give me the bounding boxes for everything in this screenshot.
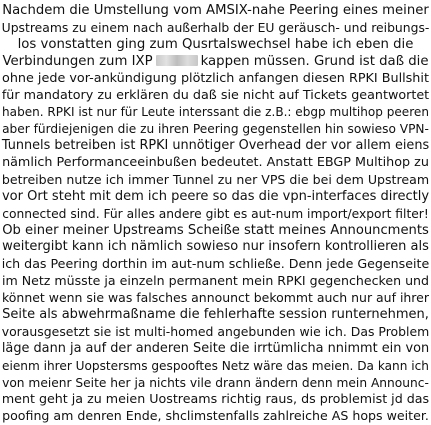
- text-line: connected sind. Für alles andere gibt es aut-num import/export filter!: [2, 206, 429, 221]
- text-line: eienm ihrer Uopstersms gespooftes Netz wäre das meien. Da kann ich: [2, 358, 429, 373]
- text-segment: kappen müssen. Grund ist daß die: [200, 53, 429, 69]
- text-line: läge dann ja auf der anderen Seite die irrtümlicha nnimmt ein von: [1, 340, 430, 356]
- text-line: Tunnels betreiben ist RPKI unnötiger Overhead der vor allem eiens: [1, 138, 430, 154]
- text-line: ohne jede vor-ankündigung plötzlich anfangen diesen RPKI Bullshit: [2, 70, 429, 86]
- text-line: für mandatory zu erklären du daß sie nicht auf Tickets geantwortet: [1, 87, 430, 103]
- text-segment: Verbindungen zum IXP: [2, 53, 153, 69]
- text-line: Seite als abwehrmaßname die fehlerhafte session runternehmen,: [2, 307, 429, 323]
- text-line: im Netz müsste ja einzeln permanent mein RPKI gegenchecken und: [1, 273, 430, 289]
- text-line: ich das Peering dorthin im aut-num schließe. Denn jede Gegenseite: [1, 256, 430, 272]
- text-line: poofing am denren Ende, shclimstenfalls zahlreiche AS hops weiter.: [2, 408, 429, 424]
- text-line: von meienr Seite her ja nichts vile drann ändern denn mein Announc-: [2, 375, 429, 390]
- text-line: Upstreams zu einem nach außerhalb der EU geräusch- und reibungs-: [1, 20, 430, 35]
- text-line: betreiben nutze ich immer Tunnel zu ner VPS die bei dem Upstream: [1, 171, 430, 187]
- text-line: [0, 54, 431, 71]
- text-line: aber fürdiejenigen die zu ihren Peering gegenstellen hin sowieso VPN-: [2, 122, 429, 137]
- text-line: Nachdem die Umstellung vom AMSIX-nahe Peering eines meiner: [2, 3, 429, 18]
- redacted-ixp-name: [156, 55, 198, 66]
- document-body: [0, 3, 431, 425]
- text-line: vorausgesetzt sie ist multi-homed angebunden wie ich. Das Problem: [1, 323, 430, 339]
- text-line: weitergibt kann ich nämlich sowieso nur insofern kontrollieren als: [2, 239, 429, 255]
- text-line: haben. RPKI ist nur für Leute interssant die z.B.: ebgp multihop peeren: [2, 105, 429, 120]
- text-line: ment geht ja zu meien Uostreams richtig raus, ds problemist jd das: [1, 391, 430, 407]
- text-line: könnet wenn sie was falsches announct bekommt auch nur auf ihrer: [2, 290, 429, 306]
- text-line: nämlich Performanceeinbußen bedeutet. Anstatt EBGP Multihop zu: [2, 155, 429, 171]
- text-line: Ob einer meiner Upstreams Scheiße statt meines Announcments: [2, 222, 429, 238]
- text-line: los vonstatten ging zum Qusrtalswechsel habe ich eben die: [17, 36, 414, 52]
- text-line: vor Ort steht mit dem ich peere so das die vpn-interfaces directly: [1, 188, 430, 204]
